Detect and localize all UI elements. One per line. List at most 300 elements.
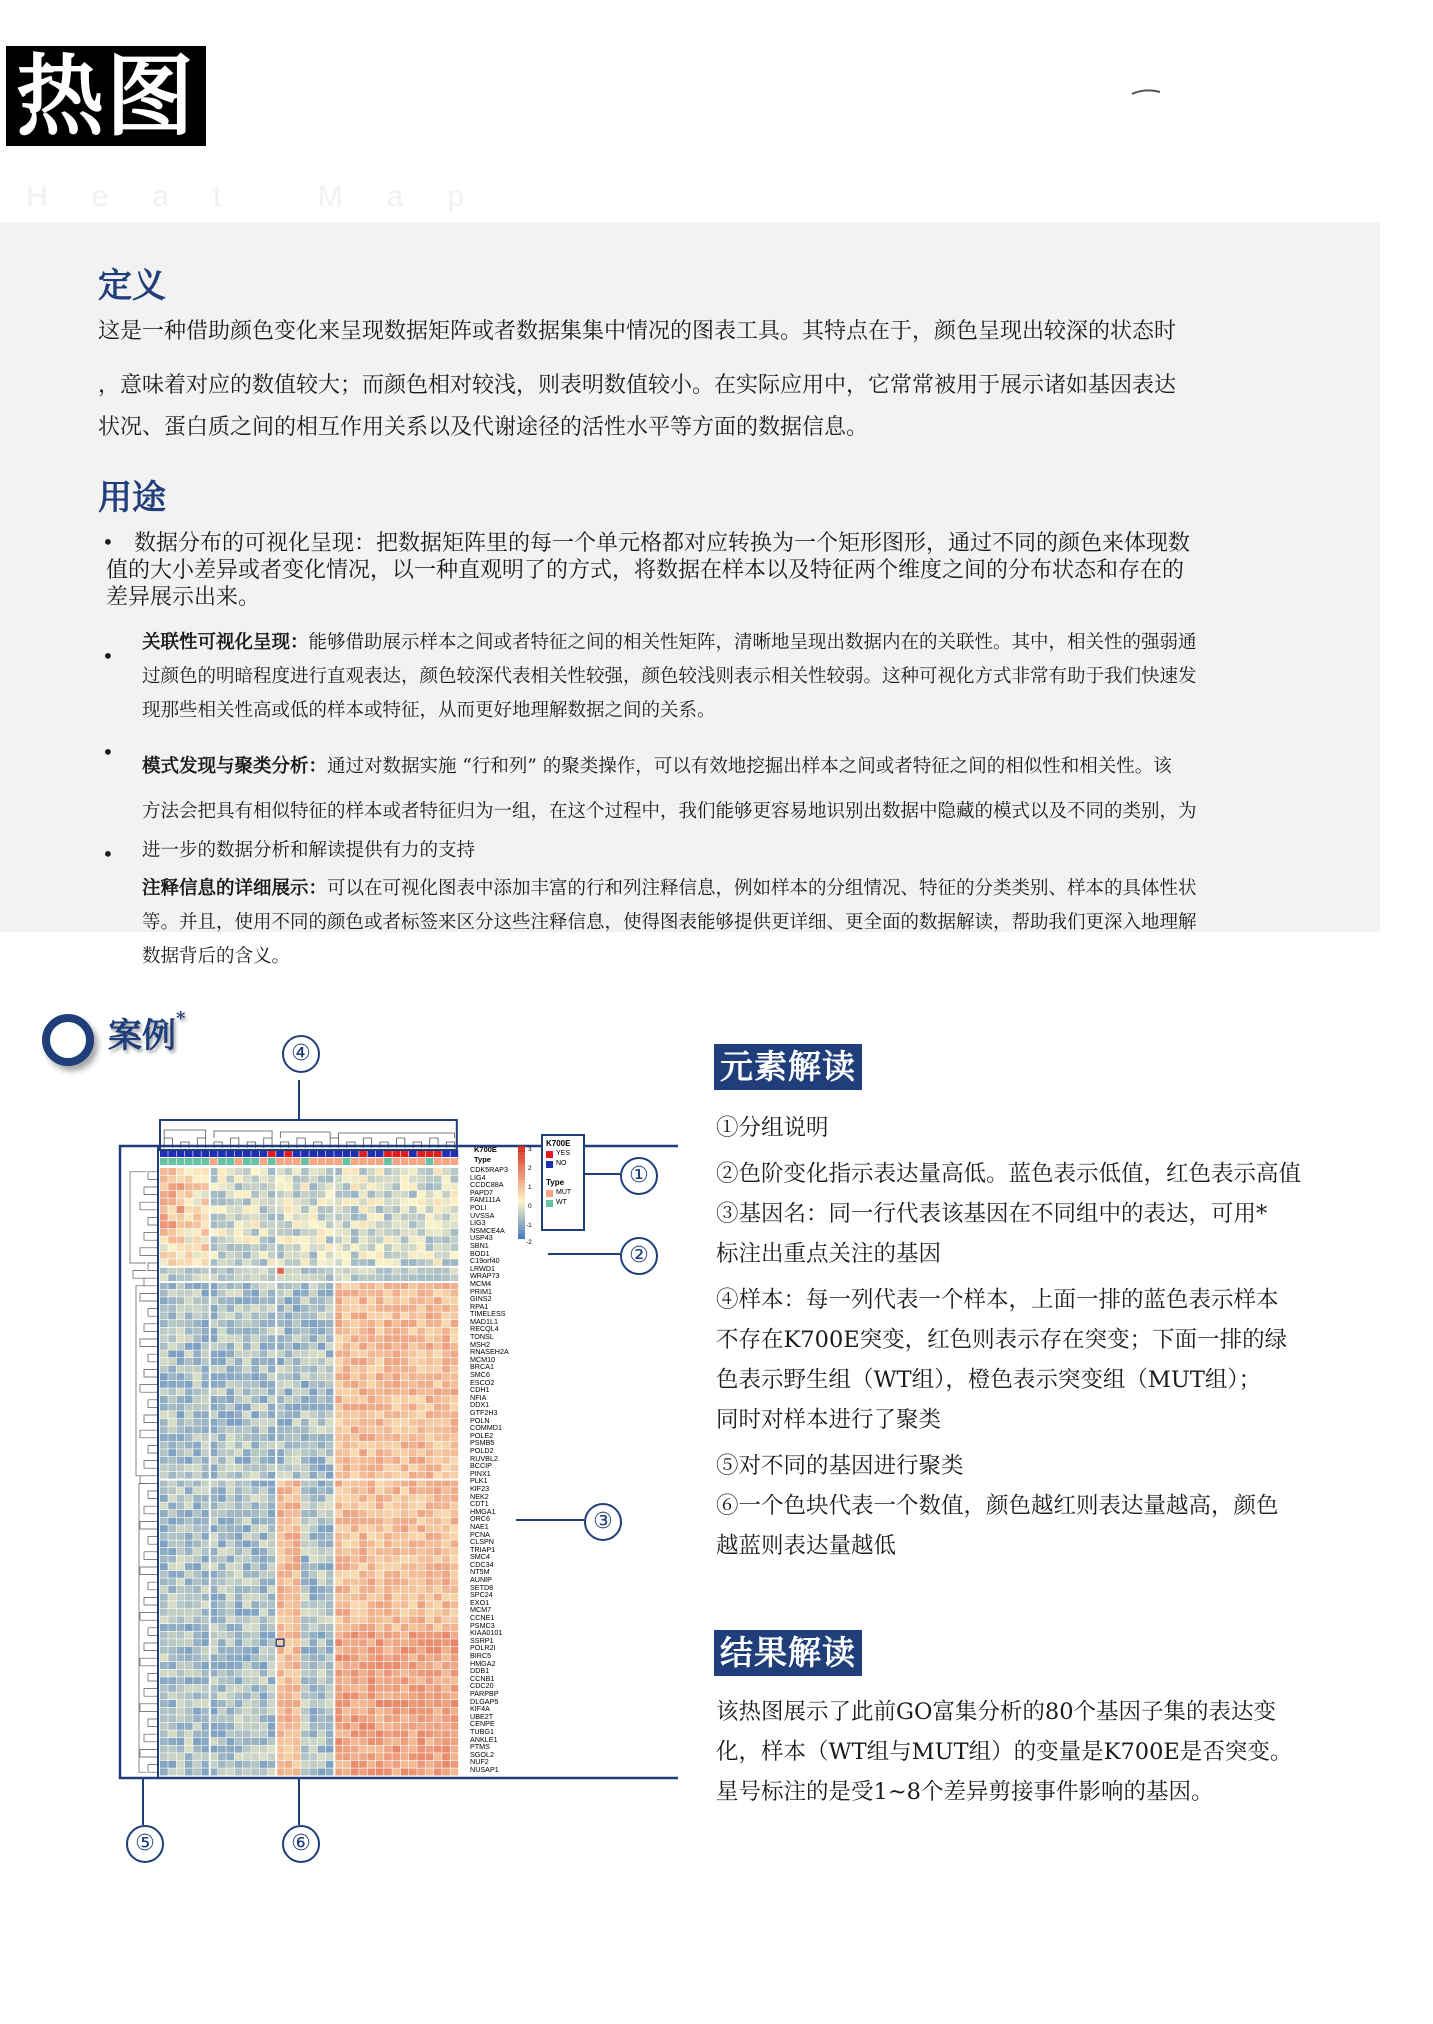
heatmap-cell <box>426 1381 434 1388</box>
heatmap-cell <box>368 1624 376 1631</box>
heatmap-cell <box>434 1616 442 1623</box>
heatmap-cell <box>177 1601 185 1608</box>
heatmap-cell <box>392 1442 400 1449</box>
heatmap-cell <box>226 1350 234 1357</box>
heatmap-cell <box>301 1586 309 1593</box>
gene-label: SSRP1 <box>470 1635 494 1645</box>
heatmap-cell <box>185 1685 193 1692</box>
heatmap-cell <box>442 1457 450 1464</box>
heatmap-cell <box>293 1594 301 1601</box>
heatmap-cell <box>226 1556 234 1563</box>
heatmap-cell <box>392 1320 400 1327</box>
gene-label: TRIAP1 <box>470 1544 496 1554</box>
heatmap-cell <box>168 1632 176 1639</box>
row-dendrogram-branch <box>148 1673 158 1681</box>
heatmap-cell <box>392 1708 400 1715</box>
heatmap-cell <box>343 1411 351 1418</box>
heatmap-cell <box>409 1350 417 1357</box>
heatmap-cell <box>351 1624 359 1631</box>
heatmap-cell <box>451 1525 459 1532</box>
heatmap-cell <box>359 1343 367 1350</box>
heatmap-cell <box>293 1715 301 1722</box>
heatmap-cell <box>343 1388 351 1395</box>
heatmap-cell <box>318 1616 326 1623</box>
heatmap-cell <box>409 1244 417 1251</box>
legend-no-label: NO <box>556 1160 567 1167</box>
heatmap-cell <box>251 1267 259 1274</box>
heatmap-cell <box>442 1404 450 1411</box>
gene-label: POLD2 <box>470 1445 494 1455</box>
type-annotation-cell <box>193 1158 201 1165</box>
heatmap-cell <box>434 1297 442 1304</box>
heatmap-cell <box>401 1343 409 1350</box>
heatmap-cell <box>243 1274 251 1281</box>
heatmap-cell <box>193 1670 201 1677</box>
heatmap-cell <box>392 1366 400 1373</box>
heatmap-cell <box>226 1221 234 1228</box>
heatmap-cell <box>384 1388 392 1395</box>
heatmap-cell <box>210 1670 218 1677</box>
heatmap-cell <box>268 1480 276 1487</box>
heatmap-cell <box>401 1335 409 1342</box>
k700e-annotation-cell <box>409 1150 417 1157</box>
heatmap-cell <box>334 1730 342 1737</box>
heatmap-cell <box>343 1206 351 1213</box>
heatmap-cell <box>293 1540 301 1547</box>
heatmap-cell <box>409 1586 417 1593</box>
heatmap-cell <box>359 1290 367 1297</box>
heatmap-cell <box>243 1214 251 1221</box>
heatmap-cell <box>442 1214 450 1221</box>
heatmap-cell <box>251 1616 259 1623</box>
heatmap-cell <box>160 1632 168 1639</box>
heatmap-cell <box>409 1480 417 1487</box>
heatmap-cell <box>359 1449 367 1456</box>
heatmap-cell <box>268 1556 276 1563</box>
heatmap-cell <box>309 1267 317 1274</box>
heatmap-cell <box>351 1267 359 1274</box>
heatmap-cell <box>351 1586 359 1593</box>
heatmap-cell <box>218 1267 226 1274</box>
heatmap-cell <box>168 1176 176 1183</box>
heatmap-cell <box>268 1274 276 1281</box>
heatmap-cell <box>268 1746 276 1753</box>
heatmap-cell <box>243 1761 251 1768</box>
heatmap-cell <box>301 1366 309 1373</box>
heatmap-cell <box>451 1730 459 1737</box>
heatmap-cell <box>384 1723 392 1730</box>
heatmap-cell <box>202 1639 210 1646</box>
heatmap-cell <box>309 1654 317 1661</box>
heatmap-cell <box>384 1274 392 1281</box>
heatmap-cell <box>168 1609 176 1616</box>
heatmap-cell <box>326 1366 334 1373</box>
heatmap-cell <box>202 1404 210 1411</box>
heatmap-cell <box>401 1305 409 1312</box>
k700e-annotation-cell <box>326 1150 334 1157</box>
heatmap-cell <box>168 1708 176 1715</box>
heatmap-cell <box>326 1715 334 1722</box>
heatmap-cell <box>368 1312 376 1319</box>
heatmap-cell <box>318 1350 326 1357</box>
heatmap-cell <box>392 1267 400 1274</box>
heatmap-cell <box>160 1578 168 1585</box>
heatmap-cell <box>293 1708 301 1715</box>
heatmap-cell <box>376 1366 384 1373</box>
heatmap-cell <box>168 1730 176 1737</box>
heatmap-cell <box>409 1540 417 1547</box>
heatmap-cell <box>368 1442 376 1449</box>
heatmap-cell <box>376 1252 384 1259</box>
heatmap-cell <box>210 1715 218 1722</box>
heatmap-cell <box>202 1746 210 1753</box>
heatmap-cell <box>359 1252 367 1259</box>
heatmap-cell <box>235 1518 243 1525</box>
heatmap-cell <box>193 1221 201 1228</box>
heatmap-cell <box>334 1677 342 1684</box>
heatmap-cell <box>160 1571 168 1578</box>
heatmap-cell <box>185 1639 193 1646</box>
heatmap-cell <box>226 1214 234 1221</box>
heatmap-cell <box>426 1252 434 1259</box>
heatmap-cell <box>301 1502 309 1509</box>
heatmap-cell <box>177 1442 185 1449</box>
type-annotation-cell <box>326 1158 334 1165</box>
heatmap-cell <box>168 1723 176 1730</box>
heatmap-cell <box>260 1214 268 1221</box>
heatmap-cell <box>177 1312 185 1319</box>
heatmap-cell <box>384 1404 392 1411</box>
heatmap-cell <box>301 1442 309 1449</box>
heatmap-cell <box>243 1715 251 1722</box>
heatmap-cell <box>426 1480 434 1487</box>
heatmap-cell <box>451 1457 459 1464</box>
heatmap-cell <box>351 1647 359 1654</box>
usage-correlation-bullet <box>142 626 1197 728</box>
heatmap-cell <box>202 1654 210 1661</box>
heatmap-cell <box>251 1540 259 1547</box>
heatmap-cell <box>334 1746 342 1753</box>
heatmap-cell <box>210 1723 218 1730</box>
type-annotation-cell <box>376 1158 384 1165</box>
heatmap-cell <box>276 1654 284 1661</box>
heatmap-cell <box>434 1594 442 1601</box>
heatmap-cell <box>309 1229 317 1236</box>
heatmap-cell <box>451 1244 459 1251</box>
heatmap-cell <box>202 1434 210 1441</box>
gene-label: PSMC3 <box>470 1620 495 1630</box>
heatmap-cell <box>185 1297 193 1304</box>
heatmap-cell <box>351 1639 359 1646</box>
heatmap-cell <box>392 1236 400 1243</box>
heatmap-cell <box>417 1168 425 1175</box>
heatmap-cell <box>417 1624 425 1631</box>
heatmap-cell <box>285 1578 293 1585</box>
gene-label: BIRC5 <box>470 1651 492 1660</box>
heatmap-cell <box>185 1518 193 1525</box>
heatmap-cell <box>309 1609 317 1616</box>
heatmap-cell <box>193 1624 201 1631</box>
heatmap-cell <box>359 1267 367 1274</box>
type-annotation-cell <box>451 1158 459 1165</box>
heatmap-cell <box>343 1480 351 1487</box>
heatmap-cell <box>235 1214 243 1221</box>
heatmap-cell <box>226 1282 234 1289</box>
heatmap-cell <box>268 1449 276 1456</box>
gene-label: POLR2I <box>470 1643 496 1653</box>
heatmap-cell <box>268 1396 276 1403</box>
row-dendrogram-branch <box>144 1552 158 1560</box>
heatmap-cell <box>226 1312 234 1319</box>
heatmap-cell <box>451 1176 459 1183</box>
k700e-annotation-cell <box>177 1150 185 1157</box>
heatmap-cell <box>326 1609 334 1616</box>
heatmap-cell <box>318 1221 326 1228</box>
heatmap-cell <box>268 1632 276 1639</box>
heatmap-cell <box>260 1548 268 1555</box>
heatmap-cell <box>384 1472 392 1479</box>
heatmap-cell <box>384 1267 392 1274</box>
k700e-annotation-cell <box>351 1150 359 1157</box>
heatmap-cell <box>376 1328 384 1335</box>
heatmap-cell <box>309 1677 317 1684</box>
heatmap-cell <box>268 1487 276 1494</box>
usage-annotation-bullet <box>142 872 1197 974</box>
heatmap-cell <box>160 1206 168 1213</box>
heatmap-cell <box>326 1442 334 1449</box>
heatmap-cell <box>226 1601 234 1608</box>
heatmap-cell <box>376 1670 384 1677</box>
heatmap-cell <box>226 1236 234 1243</box>
heatmap-cell <box>417 1350 425 1357</box>
heatmap-cell <box>301 1244 309 1251</box>
heatmap-cell <box>417 1632 425 1639</box>
heatmap-cell <box>251 1677 259 1684</box>
heatmap-cell <box>301 1738 309 1745</box>
heatmap-cell <box>318 1700 326 1707</box>
heatmap-cell <box>343 1472 351 1479</box>
results-heading: 结果解读 <box>714 1630 862 1676</box>
heatmap-cell <box>451 1632 459 1639</box>
heatmap-cell <box>293 1730 301 1737</box>
heatmap-cell <box>351 1183 359 1190</box>
gene-label: FAM111A <box>470 1195 501 1205</box>
heatmap-cell <box>168 1761 176 1768</box>
heatmap-cell <box>251 1495 259 1502</box>
heatmap-cell <box>392 1328 400 1335</box>
heatmap-cell <box>351 1601 359 1608</box>
heatmap-cell <box>384 1761 392 1768</box>
heatmap-cell <box>160 1252 168 1259</box>
case-circle-icon <box>42 1014 94 1066</box>
heatmap-cell <box>334 1738 342 1745</box>
heatmap-cell <box>376 1320 384 1327</box>
heatmap-cell <box>276 1290 284 1297</box>
heatmap-cell <box>243 1578 251 1585</box>
page-subtitle: Heat Map <box>26 180 509 213</box>
heatmap-cell <box>301 1229 309 1236</box>
heatmap-cell <box>343 1495 351 1502</box>
heatmap-cell <box>376 1168 384 1175</box>
heatmap-cell <box>243 1419 251 1426</box>
heatmap-cell <box>318 1487 326 1494</box>
heatmap-cell <box>202 1282 210 1289</box>
heatmap-cell <box>318 1472 326 1479</box>
heatmap-cell <box>235 1578 243 1585</box>
heatmap-cell <box>293 1335 301 1342</box>
heatmap-cell <box>235 1715 243 1722</box>
heatmap-cell <box>392 1259 400 1266</box>
heatmap-cell <box>168 1343 176 1350</box>
heatmap-cell <box>226 1700 234 1707</box>
heatmap-cell <box>334 1259 342 1266</box>
heatmap-cell <box>376 1738 384 1745</box>
heatmap-cell <box>226 1396 234 1403</box>
heatmap-cell <box>451 1533 459 1540</box>
heatmap-cell <box>235 1670 243 1677</box>
heatmap-cell <box>202 1426 210 1433</box>
heatmap-cell <box>285 1753 293 1760</box>
heatmap-cell <box>351 1746 359 1753</box>
heatmap-cell <box>293 1510 301 1517</box>
heatmap-cell <box>326 1252 334 1259</box>
heatmap-cell <box>235 1662 243 1669</box>
heatmap-cell <box>243 1198 251 1205</box>
heatmap-cell <box>434 1464 442 1471</box>
heatmap-cell <box>426 1753 434 1760</box>
heatmap-cell <box>334 1472 342 1479</box>
heatmap-cell <box>434 1556 442 1563</box>
heatmap-cell <box>301 1654 309 1661</box>
heatmap-cell <box>202 1206 210 1213</box>
heatmap-cell <box>351 1662 359 1669</box>
heatmap-cell <box>218 1373 226 1380</box>
heatmap-cell <box>276 1502 284 1509</box>
heatmap-cell <box>168 1571 176 1578</box>
heatmap-cell <box>384 1381 392 1388</box>
heatmap-cell <box>276 1730 284 1737</box>
heatmap-cell <box>384 1654 392 1661</box>
heatmap-cell <box>451 1708 459 1715</box>
heatmap-cell <box>202 1632 210 1639</box>
heatmap-cell <box>451 1495 459 1502</box>
heatmap-cell <box>392 1723 400 1730</box>
color-scale-step <box>518 1208 525 1211</box>
heatmap-cell <box>268 1442 276 1449</box>
heatmap-cell <box>177 1571 185 1578</box>
heatmap-cell <box>210 1548 218 1555</box>
heatmap-cell <box>160 1373 168 1380</box>
heatmap-cell <box>193 1229 201 1236</box>
heatmap-cell <box>434 1282 442 1289</box>
heatmap-cell <box>218 1502 226 1509</box>
heatmap-cell <box>442 1708 450 1715</box>
heatmap-cell <box>177 1290 185 1297</box>
heatmap-cell <box>210 1685 218 1692</box>
heatmap-cell <box>301 1411 309 1418</box>
gene-label: NAE1 <box>470 1521 489 1531</box>
heatmap-cell <box>202 1601 210 1608</box>
heatmap-cell <box>260 1624 268 1631</box>
heatmap-cell <box>177 1540 185 1547</box>
heatmap-cell <box>417 1335 425 1342</box>
color-scale-step <box>518 1217 525 1220</box>
heatmap-cell <box>334 1632 342 1639</box>
heatmap-cell <box>442 1578 450 1585</box>
heatmap-cell <box>210 1198 218 1205</box>
heatmap-cell <box>392 1616 400 1623</box>
heatmap-cell <box>392 1411 400 1418</box>
heatmap-cell <box>276 1236 284 1243</box>
heatmap-cell <box>351 1236 359 1243</box>
heatmap-cell <box>401 1244 409 1251</box>
heatmap-cell <box>392 1715 400 1722</box>
column-dendrogram-branch <box>338 1133 454 1138</box>
heatmap-cell <box>185 1328 193 1335</box>
heatmap-cell <box>401 1457 409 1464</box>
heatmap-cell <box>309 1259 317 1266</box>
heatmap-cell <box>193 1639 201 1646</box>
heatmap-cell <box>193 1571 201 1578</box>
heatmap-cell <box>392 1730 400 1737</box>
k700e-annotation-cell <box>384 1150 392 1157</box>
heatmap-cell <box>160 1419 168 1426</box>
heatmap-cell <box>285 1290 293 1297</box>
heatmap-cell <box>193 1198 201 1205</box>
heatmap-cell <box>243 1320 251 1327</box>
heatmap-cell <box>202 1594 210 1601</box>
heatmap-cell <box>185 1252 193 1259</box>
heatmap-cell <box>185 1487 193 1494</box>
heatmap-cell <box>301 1510 309 1517</box>
k700e-annotation-cell <box>401 1150 409 1157</box>
heatmap-cell <box>351 1685 359 1692</box>
heatmap-cell <box>417 1274 425 1281</box>
heatmap-cell <box>417 1502 425 1509</box>
heatmap-cell <box>318 1328 326 1335</box>
heatmap-cell <box>351 1730 359 1737</box>
row-dendrogram-branch <box>148 1354 158 1362</box>
heatmap-cell <box>243 1290 251 1297</box>
heatmap-cell <box>351 1518 359 1525</box>
heatmap-cell <box>210 1556 218 1563</box>
heatmap-cell <box>409 1624 417 1631</box>
heatmap-cell <box>251 1578 259 1585</box>
heatmap-cell <box>293 1229 301 1236</box>
heatmap-cell <box>301 1563 309 1570</box>
heatmap-cell <box>218 1616 226 1623</box>
heatmap-cell <box>168 1487 176 1494</box>
heatmap-cell <box>301 1525 309 1532</box>
heatmap-cell <box>401 1373 409 1380</box>
heatmap-cell <box>351 1654 359 1661</box>
heatmap-cell <box>368 1472 376 1479</box>
heatmap-cell <box>434 1495 442 1502</box>
row-dendrogram-branch <box>144 1278 158 1286</box>
heatmap-cell <box>359 1639 367 1646</box>
heatmap-cell <box>368 1480 376 1487</box>
heatmap-cell <box>260 1335 268 1342</box>
heatmap-cell <box>160 1601 168 1608</box>
heatmap-cell <box>301 1198 309 1205</box>
heatmap-cell <box>160 1297 168 1304</box>
heatmap-cell <box>359 1426 367 1433</box>
row-dendrogram-branch <box>144 1324 158 1332</box>
heatmap-cell <box>285 1274 293 1281</box>
heatmap-cell <box>376 1525 384 1532</box>
heatmap-cell <box>392 1282 400 1289</box>
heatmap-cell <box>318 1434 326 1441</box>
